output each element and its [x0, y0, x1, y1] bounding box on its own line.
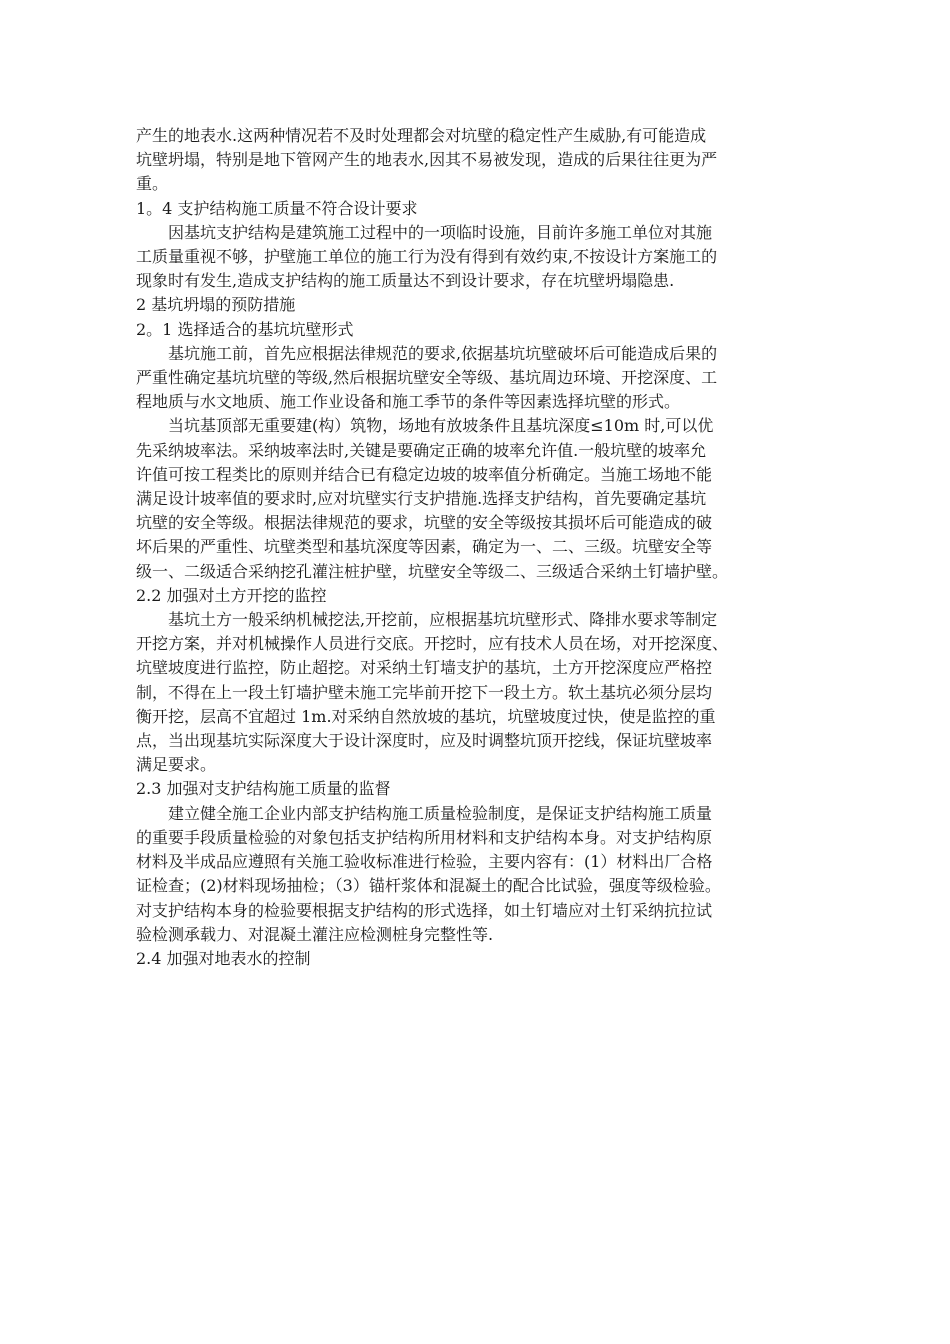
paragraph: 当坑基顶部无重要建(构）筑物，场地有放坡条件且基坑深度≤10m 时,可以优 先采纳坡率法。采纳坡率法时,关键是要确定正确的坡率允许值.一般坑壁的坡率允 许值可按工程类比的原则并结合已有稳定边坡的坡率值分析确定。当施工场地不能 满足设计坡率值的要求时,应对坑壁实行支护措施.选择支护结构，首先要确定基坑 坑壁的安全等级。根据法律规范的要求，坑壁的安全等级按其损坏后可能造成的破 坏后果的严重性、坑壁类型和基坑深度等因素，确定为一、二、三级。坑壁安全等 级一、二级适合采纳挖孔灌注桩护壁，坑壁安全等级二、三级适合采纳土钉墙护壁。	[136, 416, 729, 581]
paragraph: 因基坑支护结构是建筑施工过程中的一项临时设施，目前许多施工单位对其施 工质量重视不够，护壁施工单位的施工行为没有得到有效约束,不按设计方案施工的 现象时有发生,造成支护结构的施工质量达不到设计要求，存在坑壁坍塌隐患.	[136, 222, 718, 291]
section-heading-2-4: 2.4 加强对地表水的控制	[136, 948, 311, 968]
paragraph: 基坑施工前，首先应根据法律规范的要求,依据基坑坑壁破坏后可能造成后果的 严重性确定基坑坑壁的等级,然后根据坑壁安全等级、基坑周边环境、开挖深度、工 程地质与水文地质、施工作业设备和施工季节的条件等因素选择坑壁的形式。	[136, 343, 718, 412]
section-heading-2-1: 2。1 选择适合的基坑坑壁形式	[136, 319, 354, 339]
document-page	[136, 124, 840, 971]
section-heading-2: 2 基坑坍塌的预防措施	[136, 295, 296, 315]
paragraph: 基坑土方一般采纳机械挖法,开挖前，应根据基坑坑壁形式、降排水要求等制定 开挖方案，并对机械操作人员进行交底。开挖时，应有技术人员在场，对开挖深度、 坑壁坡度进行监控，防止超挖。对采纳土钉墙支护的基坑，土方开挖深度应严格控 制，不得在上一段土钉墙护壁未施工完毕前开挖下一段土方。软土基坑必须分层均 衡开挖，层高不宜超过 1m.对采纳自然放坡的基坑，坑壁坡度过快，使是监控的重 点，当出现基坑实际深度大于设计深度时，应及时调整坑顶开挖线，保证坑壁坡率 满足要求。	[136, 610, 729, 775]
section-heading-2-3: 2.3 加强对支护结构施工质量的监督	[136, 779, 391, 799]
paragraph: 建立健全施工企业内部支护结构施工质量检验制度，是保证支护结构施工质量 的重要手段质量检验的对象包括支护结构所用材料和支护结构本身。对支护结构原 材料及半成品应遵照有关施工验收标准进行检验，主要内容有：(1）材料出厂合格 证检查；(2)材料现场抽检；（3）锚杆浆体和混凝土的配合比试验，强度等级检验。 对支护结构本身的检验要根据支护结构的形式选择，如土钉墙应对土钉采纳抗拉试 验检测承载力、对混凝土灌注应检测桩身完整性等.	[136, 803, 721, 944]
section-heading-2-2: 2.2 加强对土方开挖的监控	[136, 585, 327, 605]
section-heading-1-4: 1。4 支护结构施工质量不符合设计要求	[136, 198, 418, 218]
paragraph-continued: 产生的地表水.这两种情况若不及时处理都会对坑壁的稳定性产生威胁,有可能造成 坑壁坍塌，特别是地下管网产生的地表水,因其不易被发现，造成的后果往往更为严 重。	[136, 126, 718, 194]
